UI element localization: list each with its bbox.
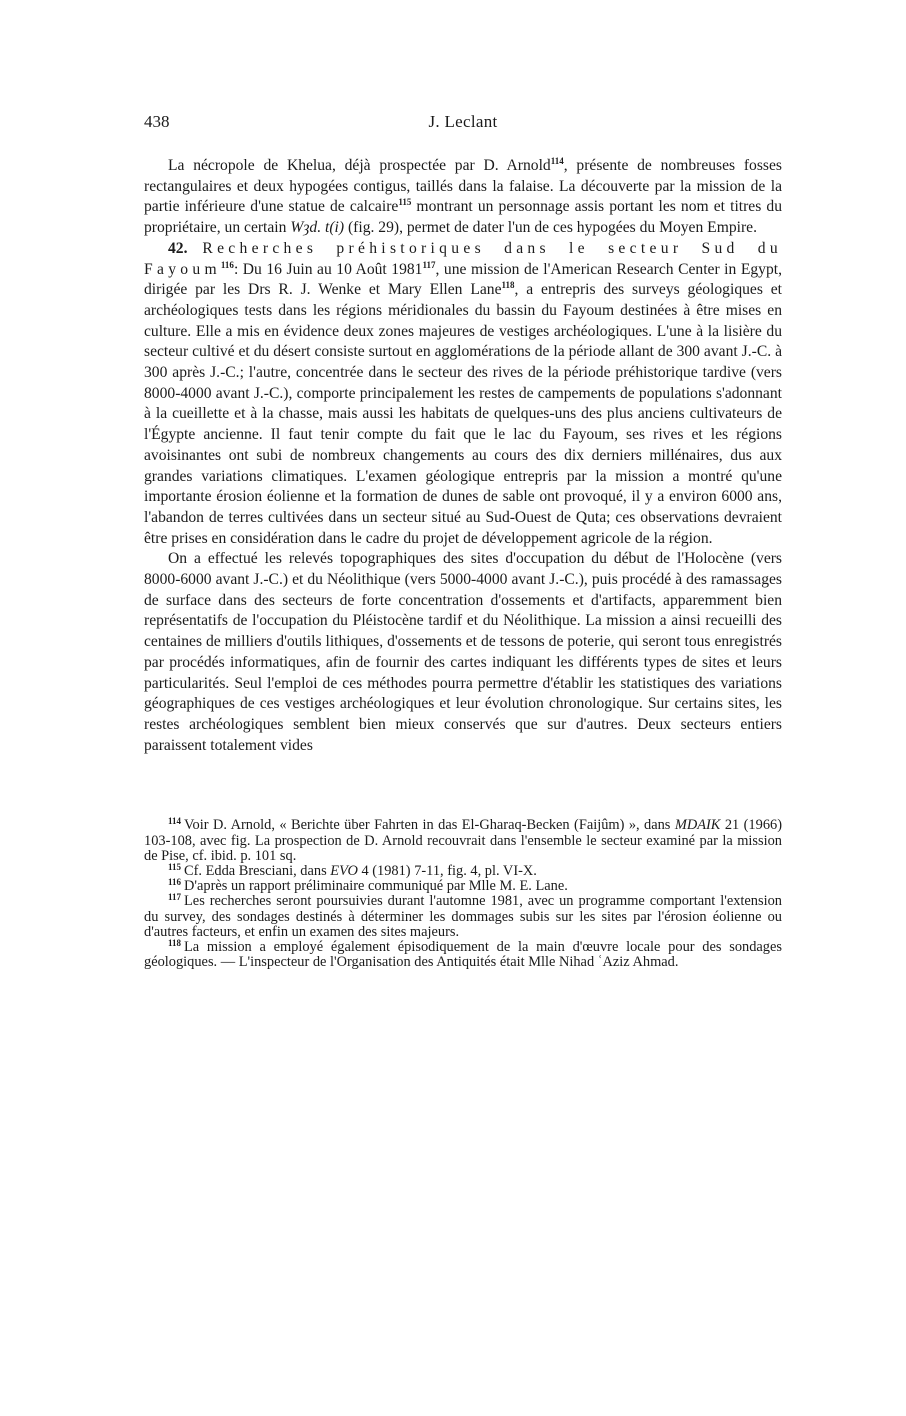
footnote-ref-114[interactable]: 114	[550, 156, 564, 166]
footnote-115	[144, 864, 782, 879]
text-run: montrant un personnage assis portant les nom et titres du propriétaire, un certain	[144, 198, 782, 237]
text-run: (fig. 29), permet de dater l'un de ces hypogées du Moyen Empire.	[344, 219, 757, 237]
footnote-ref-116[interactable]: 116	[220, 259, 234, 270]
footnote-ref-115[interactable]: 115	[398, 197, 412, 208]
footnotes	[144, 818, 782, 970]
footnote-number: 117	[168, 892, 182, 903]
text-run: Les recherches seront poursuivies durant l'automne 1981, avec un programme comportant l'extension du survey, des sondages destinés à déterminer les dommages subis sur les sites par l'érosion éolienne ou d'autres facteurs, et enfin un examen des sites majeurs.	[144, 893, 782, 940]
text-run: 21 (1966) 103-108, avec fig. La prospection de D. Arnold recouvrait dans l'ensemble le secteur examiné par la mission de Pise, cf. ibid. p. 101 sq.	[144, 817, 783, 864]
footnote-114	[144, 818, 782, 864]
journal-title: EVO	[330, 863, 358, 879]
text-run: La nécropole de Khelua, déjà prospectée par D. Arnold	[168, 157, 551, 174]
paragraph-topography: On a effectué les relevés topographiques des sites d'occupation du début de l'Holocène (vers 8000-6000 avant J.-C.) et du Néolithique (vers 5000-4000 avant J.-C.), puis procédé à des ramassages de surface dans des secteurs de forte concentration d'ossements et d'artifacts, apparemment bien représentatifs de l'occupation du Pléistocène tardif et du Néolithique. La mission a ainsi recueilli des centaines de milliers d'outils lithiques, d'ossements et de tessons de poterie, qui seront tous enregistrés par procédés informatiques, afin de fournir des cartes indiquant les différents types de sites et leurs particularités. Seul l'emploi de ces méthodes pourra permettre d'établir les statistiques des variations géographiques de ces vestiges archéologiques et leur évolution chronologique. Sur certains sites, les restes archéologiques semblent bien mieux conservés que sur d'autres. Deux secteurs entiers paraissent totalement vides	[144, 550, 782, 754]
section-number: 42.	[168, 239, 188, 257]
footnote-ref-118[interactable]: 118	[501, 280, 515, 291]
section-heading: Recherches préhistoriques dans le secteur Sud du Fayoum	[144, 239, 782, 278]
text-run: , a entrepris des surveys géologiques et archéologiques tests dans les régions méridionales du bassin du Fayoum destinées à être mises en culture. Elle a mis en évidence deux zones majeures de vestiges archéologiques. L'une à la lisière du secteur cultivé et du désert consiste surtout en agglomérations de la période allant de 300 avant J.-C. à 300 après J.-C.; l'autre, concentrée dans le secteur des rives de la période préhistorique tardive (vers 8000-4000 avant J.-C.), comporte principalement les restes de campements de populations s'adonnant à la cueillette et à la chasse, mais aussi les habitats de quelques-uns des plus anciens cultivateurs de l'Égypte ancienne. Il faut tenir compte du fait que le lac du Fayoum, ses rives et les régions avoisinantes ont subi de nombreux changements au cours des dix derniers millénaires, dus aux grandes variations climatiques. L'examen géologique entrepris par la mission a montré qu'une importante érosion éolienne et la formation de dunes de sable ont provoqué, il y a environ 6000 ans, l'abandon de terres cultivées dans un secteur situé au Sud-Ouest de Quta; ces observations devraient être prises en considération dans le cadre du projet de développement agricole de la région.	[144, 281, 782, 547]
text-run: 4 (1981) 7-11, fig. 4, pl. VI-X.	[357, 863, 537, 879]
text-run: : Du 16 Juin au 10 Août 1981	[233, 260, 423, 278]
page-number: 438	[144, 112, 170, 131]
footnote-118	[144, 940, 782, 970]
page-header	[144, 112, 782, 142]
footnote-number: 116	[168, 877, 182, 888]
text-run: La mission a employé également épisodiquement de la main d'œuvre locale pour des sondages géologiques. — L'inspecteur de l'Organisation des Antiquités était Mlle Nihad ʿAziz Ahmad.	[144, 939, 782, 971]
journal-title: MDAIK	[674, 817, 721, 834]
footnote-ref-117[interactable]: 117	[422, 259, 436, 270]
text-run: Cf. Edda Bresciani, dans	[184, 863, 331, 879]
page	[144, 112, 782, 970]
footnote-number: 118	[168, 938, 182, 949]
text-run: Voir D. Arnold, « Berichte über Fahrten in das El-Gharaq-Becken (Faijûm) », dans	[184, 817, 675, 834]
footnote-number: 115	[168, 862, 182, 872]
paragraph-section-42	[144, 239, 782, 550]
footnote-117	[144, 894, 782, 940]
text-run: D'après un rapport préliminaire communiqué par Mlle M. E. Lane.	[184, 878, 568, 895]
text-run: , une mission de l'American Research Center in Egypt, dirigée par les Drs R. J. Wenke et Mary Ellen Lane	[144, 260, 782, 299]
footnote-number: 114	[168, 816, 182, 827]
paragraph-khelua	[144, 156, 782, 239]
running-head: J. Leclant	[428, 112, 498, 131]
text-run: , présente de nombreuses fosses rectangulaires et deux hypogées contigus, taillés dans la falaise. La découverte par la mission de la partie inférieure d'une statue de calcaire	[144, 157, 782, 216]
body-text	[144, 156, 782, 756]
owner-name: Wȝd. t(i)	[290, 219, 345, 237]
